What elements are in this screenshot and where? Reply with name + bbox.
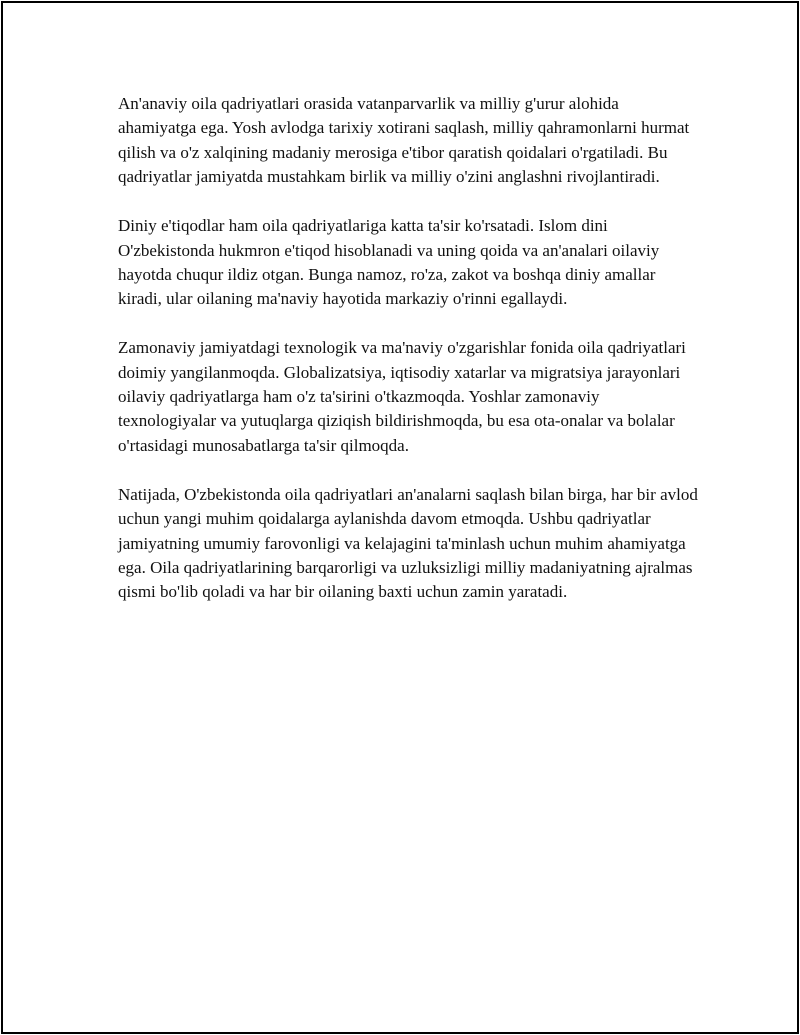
paragraph-religion: Diniy e'tiqodlar ham oila qadriyatlariga katta ta'sir ko'rsatadi. Islom dini O'zbekistonda hukmron e'tiqod hisoblanadi va uning qoida va an'analari oilaviy hayotda chuqur ildiz otgan. Bunga namoz, ro'za, zakot va boshqa diniy amallar kiradi, ular oilaning ma'naviy hayotida markaziy o'rinni egallaydi.	[118, 216, 660, 309]
paragraph-modern-changes: Zamonaviy jamiyatdagi texnologik va ma'naviy o'zgarishlar fonida oila qadriyatlari doimiy yangilanmoqda. Globalizatsiya, iqtisodiy xatarlar va migratsiya jarayonlari oilaviy qadriyatlarga ham o'z ta'sirini o'tkazmoqda. Yoshlar zamonaviy texnologiyalar va yutuqlarga qiziqish bildirishmoqda, bu esa ota-onalar va bolalar o'rtasidagi munosabatlarga ta'sir qilmoqda.	[118, 338, 686, 455]
paragraph-patriotism: An'anaviy oila qadriyatlari orasida vatanparvarlik va milliy g'urur alohida ahamiyatga ega. Yosh avlodga tarixiy xotirani saqlash, milliy qahramonlarni hurmat qilish va o'z xalqining madaniy merosiga e'tibor qaratish qoidalari o'rgatiladi. Bu qadriyatlar jamiyatda mustahkam birlik va milliy o'zini anglashni rivojlantiradi.	[118, 94, 690, 187]
document-body	[118, 92, 698, 629]
paragraph-conclusion: Natijada, O'zbekistonda oila qadriyatlari an'analarni saqlash bilan birga, har bir avlod uchun yangi muhim qoidalarga aylanishda davom etmoqda. Ushbu qadriyatlar jamiyatning umumiy farovonligi va kelajagini ta'minlash uchun muhim ahamiyatga ega. Oila qadriyatlarining barqarorligi va uzluksizligi milliy madaniyatning ajralmas qismi bo'lib qoladi va har bir oilaning baxti uchun zamin yaratadi.	[118, 484, 698, 602]
